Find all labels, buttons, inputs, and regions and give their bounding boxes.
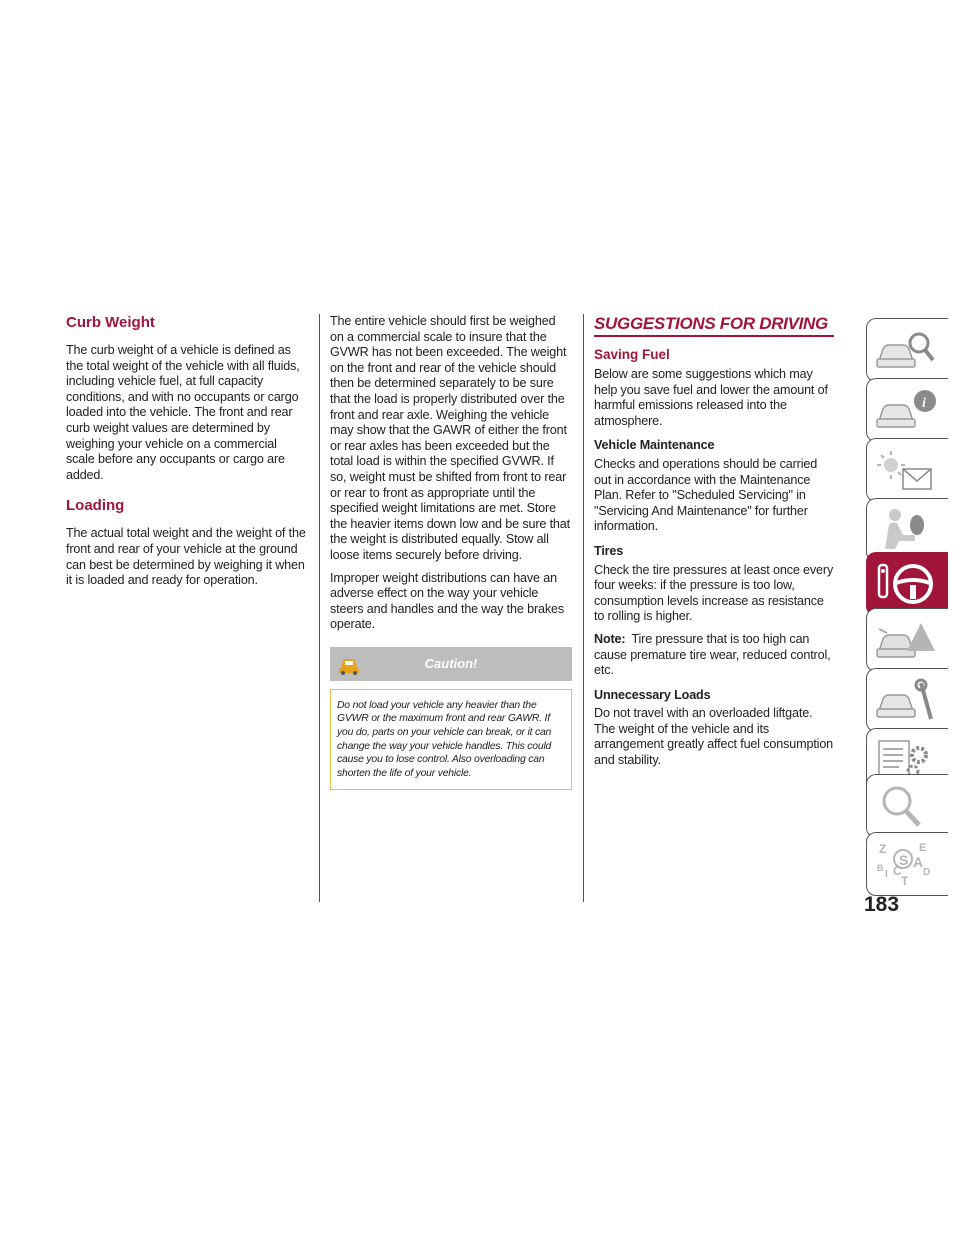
caution-header: [330, 647, 572, 681]
column-divider: [319, 314, 320, 902]
car-emergency-icon: [873, 615, 939, 665]
svg-text:A: A: [913, 854, 924, 870]
tab-starting-and-operating[interactable]: [866, 552, 948, 616]
tires-heading: Tires: [594, 543, 624, 558]
caution-title: Caution!: [424, 655, 478, 671]
tab-car-search[interactable]: [866, 318, 948, 382]
car-search-icon: [873, 325, 939, 375]
alphabetical-index-icon: [873, 839, 939, 889]
key-steering-wheel-icon: [873, 559, 939, 609]
saving-fuel-text: Below are some suggestions which may help you save fuel and lower the amount of harmful emissions released into the atmosphere.: [594, 367, 828, 428]
tires-text: Check the tire pressures at least once every four weeks: if the pressure is too low, consumption levels increase as resistance to rolling is higher.: [594, 562, 834, 624]
svg-text:T: T: [901, 874, 909, 888]
car-service-icon: [873, 675, 939, 725]
caution-box: [330, 689, 572, 791]
tab-car-info[interactable]: [866, 378, 948, 442]
unnecessary-loads-text: Do not travel with an overloaded liftgate. The weight of the vehicle and its arrangement greatly affect fuel consumption and stability.: [594, 706, 834, 768]
svg-text:i: i: [922, 396, 926, 411]
car-info-icon: [873, 385, 939, 435]
weighing-text: The entire vehicle should first be weighed on a commercial scale to insure that the GVWR has not been exceeded. The weight on the front and rear of the vehicle should then be determined separately to be sure that the load is properly distributed over the front and rear axle. Weighing the vehicle may show that the GAWR of either the front or rear axles has been exceeded but the total load is within the specified GVWR. If so, weight must be shifted from front to rear or rear to front as appropriate until the specified weight limitations are met. Store the heavier items down low and be sure that the weight is distributed equally. Stow all loose items securely before driving.: [330, 314, 570, 562]
tab-warning-lights[interactable]: [866, 438, 948, 502]
middle-column: [330, 314, 572, 790]
note: [594, 632, 834, 679]
seat-airbag-icon: [873, 505, 939, 555]
tab-index[interactable]: [866, 832, 948, 896]
note-text: Tire pressure that is too high can cause premature tire wear, reduced control, etc.: [594, 631, 831, 678]
page-number: 183: [864, 893, 900, 916]
svg-text:I: I: [885, 869, 888, 880]
warning-lights-icon: [873, 445, 939, 495]
svg-text:E: E: [919, 842, 927, 854]
svg-text:C: C: [893, 864, 902, 878]
right-column: [594, 314, 834, 776]
svg-text:B: B: [877, 863, 884, 873]
column-divider: [583, 314, 584, 902]
magnifier-icon: [873, 781, 939, 831]
left-column: [66, 314, 306, 596]
vehicle-maintenance-heading: Vehicle Maintenance: [594, 438, 715, 453]
svg-text:Z: Z: [879, 842, 887, 856]
curb-weight-text: The curb weight of a vehicle is defined as the total weight of the vehicle with all fluids, including vehicle fuel, at full capacity conditions, and with no occupants or cargo loaded into the vehicle. The front and rear curb weight values are determined by weighing your vehicle on a commercial scale before any occupants or cargo are added.: [66, 343, 300, 482]
section-title: SUGGESTIONS FOR DRIVING: [594, 314, 834, 337]
svg-text:D: D: [923, 867, 931, 878]
caution-text: Do not load your vehicle any heavier than the GVWR or the maximum front and rear GAWR. If you do, parts on your vehicle can break, or it can change the way your vehicle handles. This could cause you to lose control. Also overloading can shorten the life of your vehicle.: [337, 699, 552, 779]
loading-text: The actual total weight and the weight of the front and rear of your vehicle at the ground can best be determined by weighing it when it is loaded and ready for operation.: [66, 526, 306, 588]
chapter-tabs: [866, 0, 948, 1242]
curb-weight-heading: Curb Weight: [66, 314, 155, 331]
vehicle-maintenance-text: Checks and operations should be carried out in accordance with the Maintenance Plan. Refer to "Scheduled Servicing" in "Servicing And Maintenance" for further information.: [594, 456, 818, 534]
tab-car-service[interactable]: [866, 668, 948, 732]
tab-car-emergency[interactable]: [866, 608, 948, 672]
note-label: Note:: [594, 631, 626, 646]
svg-text:S: S: [899, 852, 909, 868]
tab-magnifier[interactable]: [866, 774, 948, 838]
saving-fuel-heading: Saving Fuel: [594, 347, 670, 362]
weight-distribution-text: Improper weight distributions can have an adverse effect on the way your vehicle steers and handles and the way the brakes operate.: [330, 570, 564, 632]
unnecessary-loads-heading: Unnecessary Loads: [594, 687, 711, 702]
loading-heading: Loading: [66, 497, 125, 515]
